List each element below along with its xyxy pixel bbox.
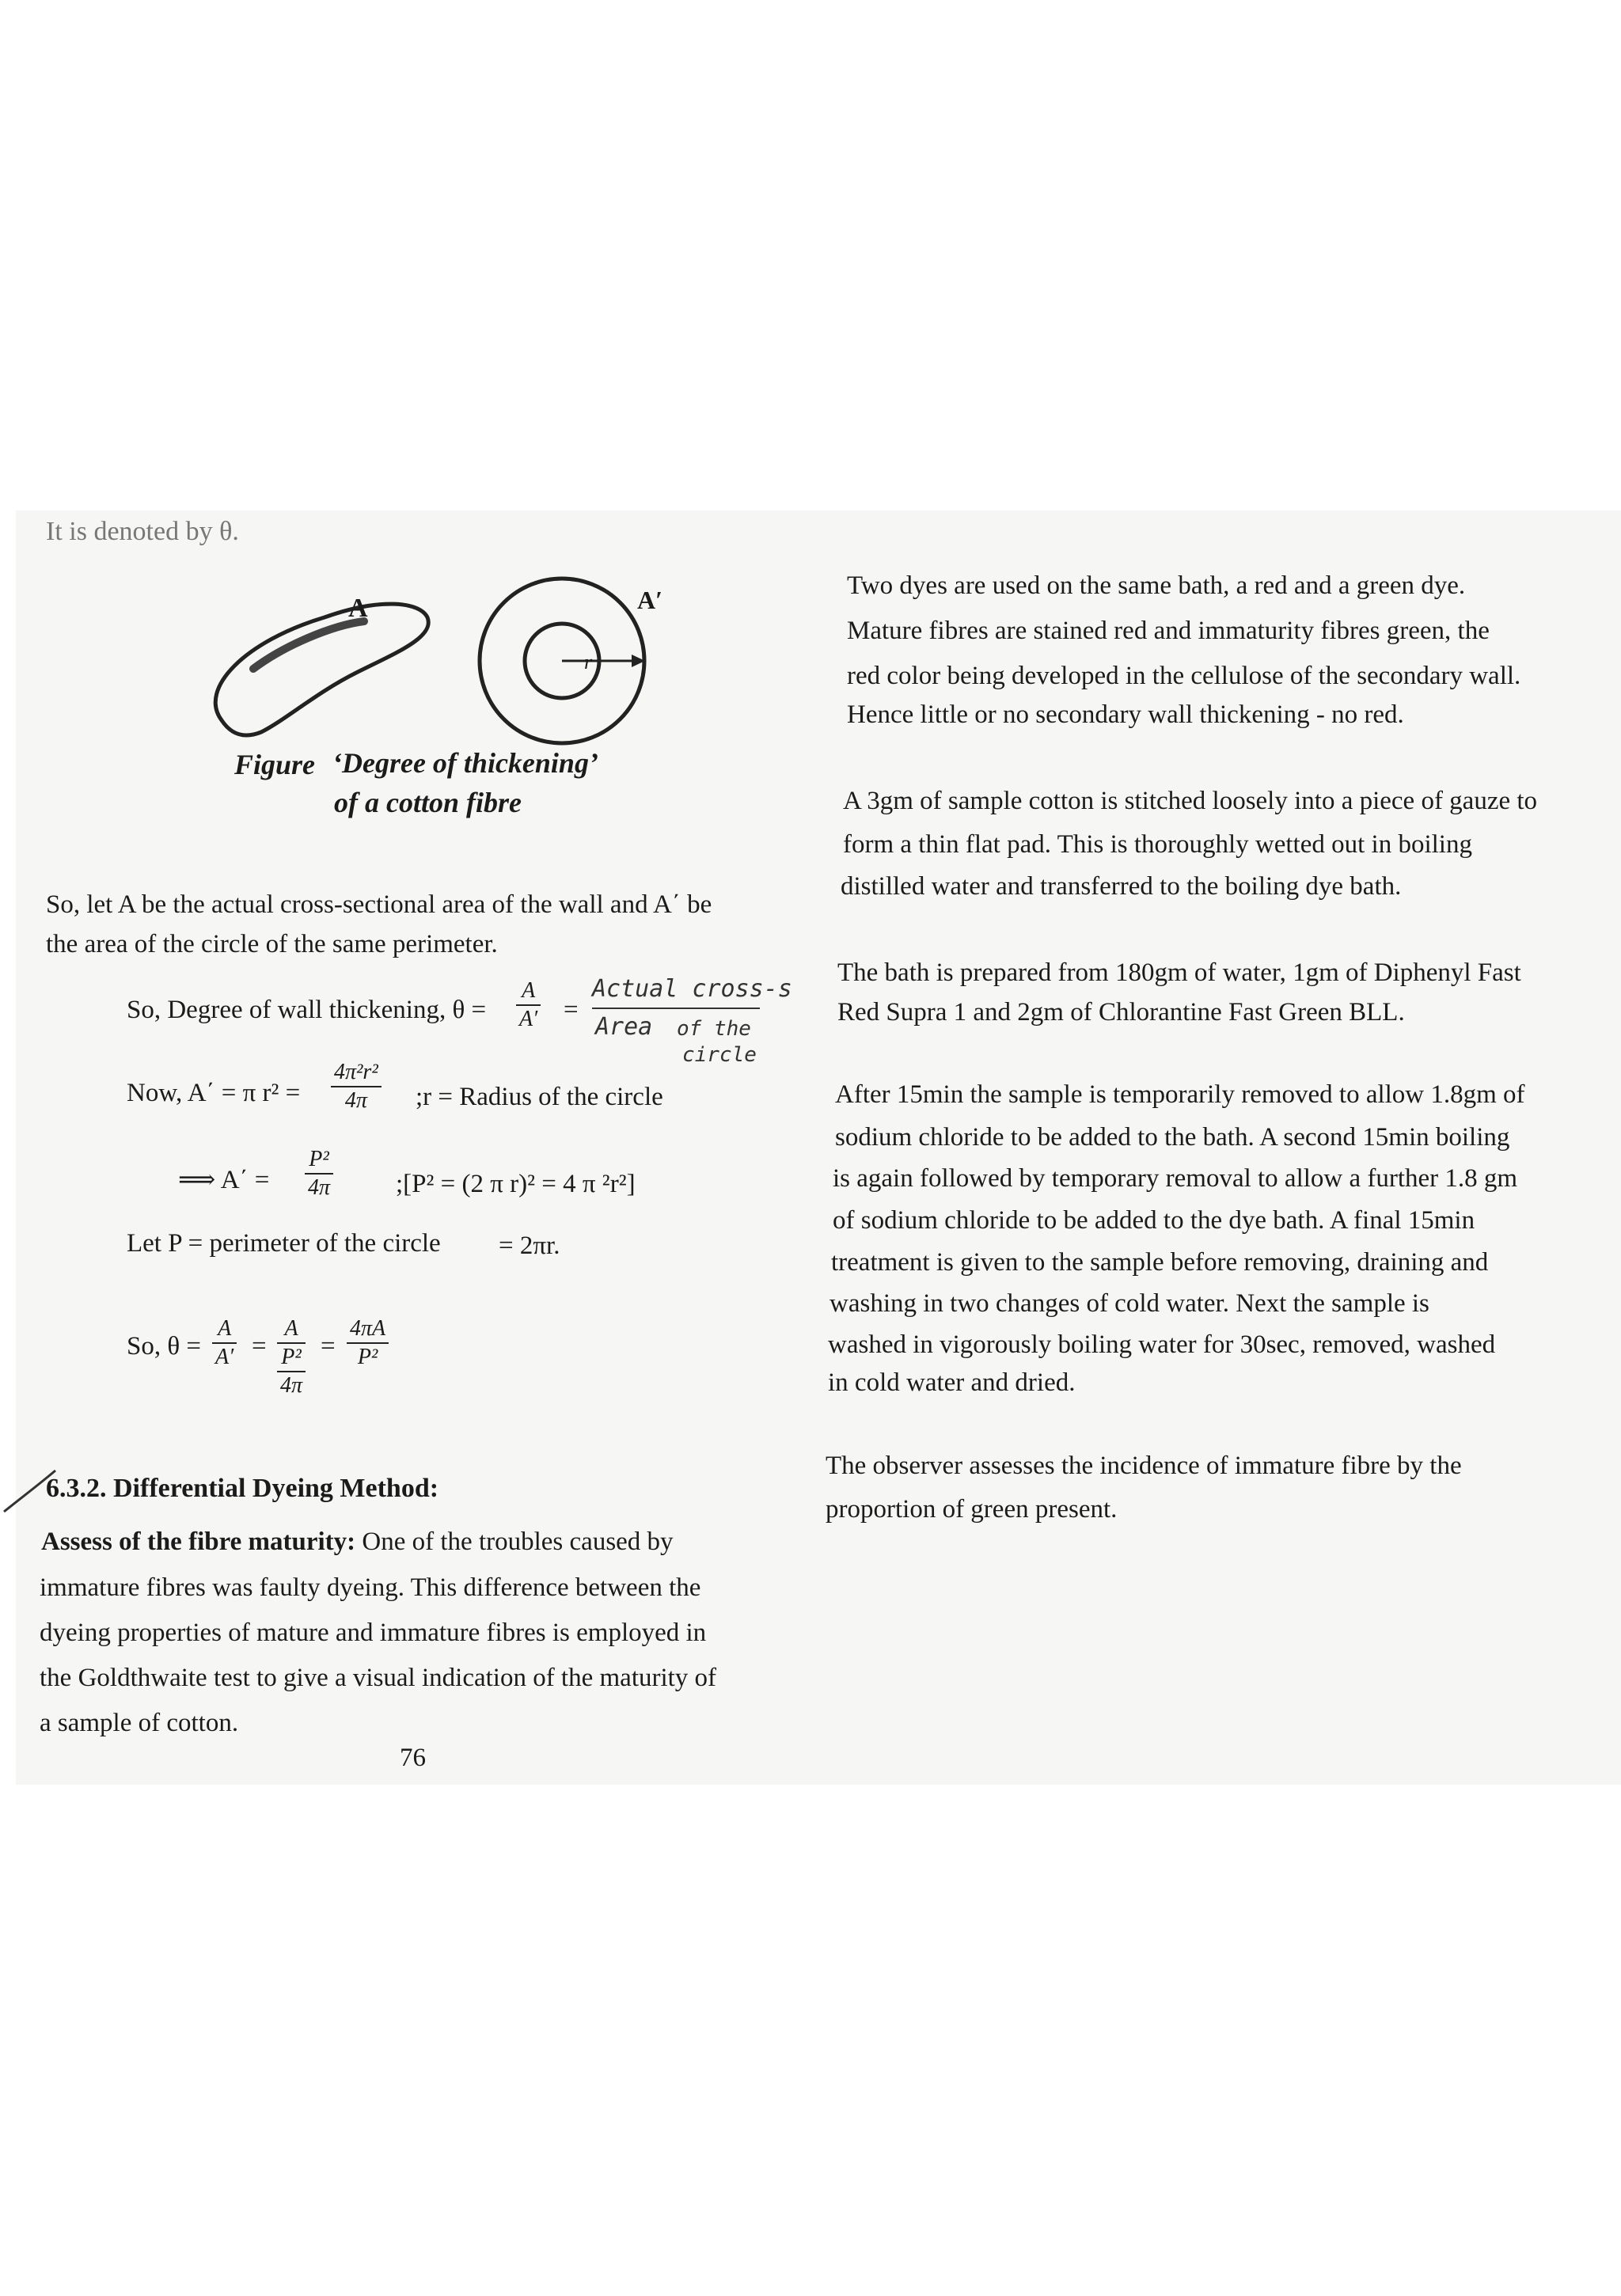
p2-line2: form a thin flat pad. This is thoroughly wetted out in boiling [843, 830, 1472, 859]
eq5-fraction3: $\frac{4\pi A}{\text{P²}}$ [347, 1315, 389, 1371]
eq5-prefix: So, θ = [127, 1332, 202, 1361]
eq1-fraction: $\frac{A}{A'}$ [516, 977, 541, 1033]
fibre-section-shape [215, 604, 428, 735]
eq4-text: Let P = perimeter of the circle [127, 1229, 441, 1258]
fibre-lumen [253, 621, 364, 669]
p4-line4: of sodium chloride to be added to the dye bath. A final 15min [833, 1206, 1475, 1235]
eq5-fraction1: $\frac{A}{A'}$ [212, 1315, 237, 1371]
assess-line3: dyeing properties of mature and immature fibres is employed in [40, 1619, 707, 1647]
assess-line2: immature fibres was faulty dyeing. This difference between the [40, 1573, 701, 1602]
handwritten-note-line4: circle [682, 1043, 757, 1067]
assess-line1: Assess of the fibre maturity: One of the troubles caused by [41, 1528, 674, 1556]
assess-line4: the Goldthwaite test to give a visual indication of the maturity of [40, 1664, 717, 1692]
handwritten-note-line3: of the [677, 1017, 751, 1041]
p1-line3: red color being developed in the cellulose of the secondary wall. [847, 662, 1521, 690]
p5-line2: proportion of green present. [826, 1495, 1118, 1524]
p1-line2: Mature fibres are stained red and immaturity fibres green, the [847, 617, 1490, 645]
figure-caption-line2: of a cotton fibre [334, 787, 522, 818]
label-a-prime: A′ [637, 586, 663, 614]
p1-line4: Hence little or no secondary wall thickening - no red. [847, 700, 1404, 729]
p2-line1: A 3gm of sample cotton is stitched loosely into a piece of gauze to [843, 787, 1538, 815]
eq1-equals: = [564, 996, 579, 1024]
handwritten-note-line2: Area [595, 1013, 653, 1041]
figure-caption-prefix: Figure [234, 749, 316, 780]
p1-line1: Two dyes are used on the same bath, a red and a green dye. [847, 571, 1466, 600]
eq3-prefix: ⟹ A΄ = [178, 1166, 270, 1194]
assess-line5: a sample of cotton. [40, 1709, 239, 1737]
p2-line3: distilled water and transferred to the boiling dye bath. [841, 872, 1402, 901]
figure-caption-line1: ‘Degree of thickening’ [332, 747, 598, 779]
para1-line2: the area of the circle of the same perimeter. [46, 930, 498, 958]
section-heading: 6.3.2. Differential Dyeing Method: [46, 1474, 439, 1503]
handwritten-fraction-bar [592, 1008, 760, 1009]
label-a: A [348, 594, 368, 623]
p4-line7: washed in vigorously boiling water for 30sec, removed, washed [828, 1330, 1496, 1359]
eq4-value: = 2πr. [499, 1231, 560, 1260]
cut-off-line: It is denoted by θ. [46, 517, 239, 546]
fibre-cross-section-figure [198, 570, 704, 752]
p4-line8: in cold water and dried. [828, 1368, 1076, 1397]
eq5-fraction2: A P² 4π [277, 1315, 306, 1399]
p5-line1: The observer assesses the incidence of immature fibre by the [826, 1452, 1462, 1480]
para1-line1: So, let A be the actual cross-sectional area of the wall and A΄ be [46, 890, 712, 919]
p3-line1: The bath is prepared from 180gm of water, 1gm of Diphenyl Fast [837, 958, 1521, 987]
p4-line1: After 15min the sample is temporarily removed to allow 1.8gm of [835, 1080, 1525, 1109]
handwritten-note-line1: Actual cross-s [592, 975, 792, 1003]
eq3-fraction: $\frac{\text{P²}}{4\pi}$ [305, 1146, 333, 1201]
eq5-equals2: = [321, 1332, 336, 1361]
p4-line3: is again followed by temporary removal to allow a further 1.8 gm [833, 1164, 1518, 1193]
p4-line5: treatment is given to the sample before removing, draining and [831, 1248, 1489, 1277]
p3-line2: Red Supra 1 and 2gm of Chlorantine Fast Green BLL. [837, 998, 1405, 1027]
eq2-prefix: Now, A΄ = π r² = [127, 1079, 301, 1107]
page-number: 76 [400, 1744, 426, 1772]
eq2-suffix: ;r = Radius of the circle [416, 1083, 663, 1111]
p4-line2: sodium chloride to be added to the bath. A second 15min boiling [835, 1123, 1510, 1152]
eq1-prefix: So, Degree of wall thickening, θ = [127, 996, 487, 1024]
eq3-suffix: ;[P² = (2 π r)² = 4 π ²r²] [396, 1170, 636, 1198]
label-r: r [584, 651, 593, 674]
p4-line6: washing in two changes of cold water. Next the sample is [829, 1289, 1429, 1318]
eq5-equals1: = [252, 1332, 267, 1361]
eq2-fraction: $\frac{\text{4π²r²}}{4\pi}$ [331, 1059, 382, 1114]
